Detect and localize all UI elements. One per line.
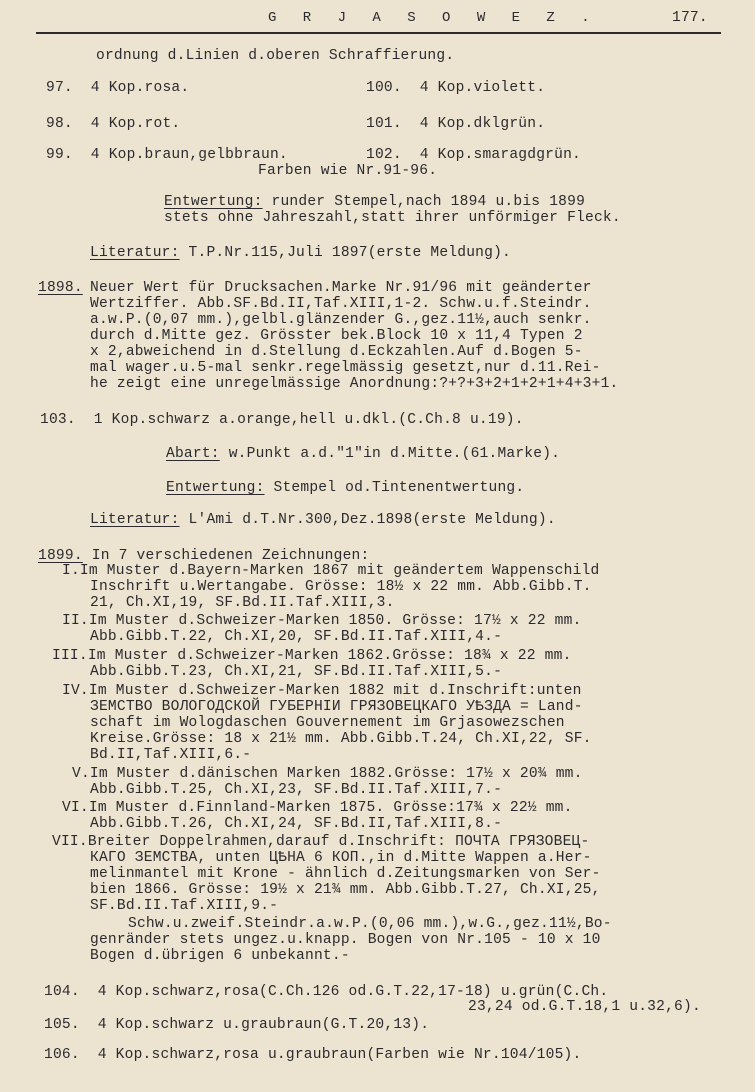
stamp-entry-99: 99. 4 Kop.braun,gelbbraun. — [46, 147, 288, 163]
stamp-entry-98: 98. 4 Kop.rot. — [46, 116, 181, 132]
year-1899-line — [38, 548, 369, 564]
page-number: 177. — [672, 10, 708, 26]
cancellation-note — [166, 480, 524, 496]
design-VI: VI.Im Muster d.Finnland-Marken 1875. Grösse:17¾ x 22½ mm. — [62, 800, 573, 816]
text-line: 21, Ch.XI,19, SF.Bd.II.Taf.XIII,3. — [90, 595, 395, 611]
design-VII: VII.Breiter Doppelrahmen,darauf d.Inschrift: ПОЧТА ГРЯЗОВЕЦ- — [52, 834, 590, 850]
design-IV: IV.Im Muster d.Schweizer-Marken 1882 mit d.Inschrift:unten — [62, 683, 582, 699]
variety-text: w.Punkt a.d."1"in d.Mitte.(61.Marke). — [219, 446, 561, 462]
text-line: ЗЕМСТВО ВОЛОГОДСКОЙ ГУБЕРНIИ ГРЯЗОВЕЦКАГО УѢЗДА = Land- — [90, 699, 583, 715]
text-line: Schw.u.zweif.Steindr.a.w.P.(0,06 mm.),w.G.,gez.11½,Bo- — [128, 916, 612, 932]
text-line: Abb.Gibb.T.22, Ch.XI,20, SF.Bd.II.Taf.XIII,4.- — [90, 629, 503, 645]
design-II: II.Im Muster d.Schweizer-Marken 1850. Grösse: 17½ x 22 mm. — [62, 613, 582, 629]
stamp-entry-100: 100. 4 Kop.violett. — [366, 80, 546, 96]
stamp-entry-104: 104. 4 Kop.schwarz,rosa(C.Ch.126 od.G.T.22,17-18) u.grün(C.Ch. — [44, 984, 609, 1000]
text-line: 23,24 od.G.T.18,1 u.32,6). — [468, 999, 701, 1015]
literature-label: Literatur: — [90, 245, 180, 261]
cancellation-label: Entwertung: — [166, 480, 265, 496]
design-V: V.Im Muster d.dänischen Marken 1882.Grösse: 17½ x 20¾ mm. — [72, 766, 583, 782]
stamp-entry-102: 102. 4 Kop.smaragdgrün. — [366, 147, 581, 163]
cancellation-note — [164, 194, 585, 210]
text-line: Neuer Wert für Drucksachen.Marke Nr.91/96 mit geänderter — [90, 280, 592, 296]
literature-text: T.P.Nr.115,Juli 1897(erste Meldung). — [179, 245, 512, 261]
year-1899: 1899. — [38, 548, 83, 564]
text-line: Inschrift u.Wertangabe. Grösse: 18½ x 22 mm. Abb.Gibb.T. — [90, 579, 592, 595]
text-line: ordnung d.Linien d.oberen Schraffierung. — [96, 48, 455, 64]
text-line: Wertziffer. Abb.SF.Bd.II,Taf.XIII,1-2. Schw.u.f.Steindr. — [90, 296, 592, 312]
variety-note — [166, 446, 560, 462]
stamp-entry-105: 105. 4 Kop.schwarz u.graubraun(G.T.20,13). — [44, 1017, 430, 1033]
literature-note — [90, 245, 511, 261]
text-line: x 2,abweichend in d.Stellung d.Eckzahlen.Auf d.Bogen 5- — [90, 344, 583, 360]
design-III: III.Im Muster d.Schweizer-Marken 1862.Grösse: 18¾ x 22 mm. — [52, 648, 572, 664]
text-line: mal wager.u.5-mal senkr.regelmässig gesetzt,nur d.11.Rei- — [90, 360, 601, 376]
cancellation-label: Entwertung: — [164, 194, 263, 210]
literature-label: Literatur: — [90, 512, 180, 528]
text-line: stets ohne Jahreszahl,statt ihrer unförmiger Fleck. — [164, 210, 621, 226]
text-line: Bogen d.übrigen 6 unbekannt.- — [90, 948, 350, 964]
text-line: he zeigt eine unregelmässige Anordnung:?+?+3+2+1+2+1+4+3+1. — [90, 376, 619, 392]
stamp-entry-103: 103. 1 Kop.schwarz a.orange,hell u.dkl.(C.Ch.8 u.19). — [40, 412, 524, 428]
literature-text: L'Ami d.T.Nr.300,Dez.1898(erste Meldung). — [179, 512, 556, 528]
text-line: genränder stets ungez.u.knapp. Bogen von Nr.105 - 10 x 10 — [90, 932, 601, 948]
text-line: Kreise.Grösse: 18 x 21½ mm. Abb.Gibb.T.24, Ch.XI,22, SF. — [90, 731, 592, 747]
year-1898: 1898. — [38, 280, 83, 296]
cancellation-text: Stempel od.Tintenentwertung. — [264, 480, 525, 496]
text-line: Abb.Gibb.T.23, Ch.XI,21, SF.Bd.II.Taf.XIII,5.- — [90, 664, 503, 680]
text-line: КАГО ЗЕМСТВА, unten ЦѢНА 6 КОП.,in d.Mitte Wappen a.Her- — [90, 850, 592, 866]
text-line: Abb.Gibb.T.25, Ch.XI,23, SF.Bd.II.Taf.XIII,7.- — [90, 782, 503, 798]
text-line: melinmantel mit Krone - ähnlich d.Zeitungsmarken von Ser- — [90, 866, 601, 882]
text-line: Farben wie Nr.91-96. — [258, 163, 438, 179]
text-line: Abb.Gibb.T.26, Ch.XI,24, SF.Bd.II,Taf.XIII,8.- — [90, 816, 503, 832]
variety-label: Abart: — [166, 446, 220, 462]
stamp-entry-106: 106. 4 Kop.schwarz,rosa u.graubraun(Farben wie Nr.104/105). — [44, 1047, 582, 1063]
cancellation-text: runder Stempel,nach 1894 u.bis 1899 — [262, 194, 586, 210]
text-line: Bd.II,Taf.XIII,6.- — [90, 747, 252, 763]
text-line: schaft im Wologdaschen Gouvernement im Grjasowezschen — [90, 715, 565, 731]
literature-note — [90, 512, 556, 528]
design-I: I.Im Muster d.Bayern-Marken 1867 mit geändertem Wappenschild — [62, 563, 600, 579]
page-header-title: G R J A S O W E Z . — [268, 10, 599, 26]
stamp-entry-97: 97. 4 Kop.rosa. — [46, 80, 190, 96]
text-line: a.w.P.(0,07 mm.),gelbl.glänzender G.,gez.11½,auch senkr. — [90, 312, 592, 328]
text-line: bien 1866. Grösse: 19½ x 21¾ mm. Abb.Gibb.T.27, Ch.XI,25, — [90, 882, 601, 898]
text-line: In 7 verschiedenen Zeichnungen: — [82, 548, 370, 564]
text-line: SF.Bd.II.Taf.XIII,9.- — [90, 898, 279, 914]
text-line: durch d.Mitte gez. Grösster bek.Block 10 x 11,4 Typen 2 — [90, 328, 583, 344]
stamp-entry-101: 101. 4 Kop.dklgrün. — [366, 116, 546, 132]
header-rule — [36, 32, 721, 34]
